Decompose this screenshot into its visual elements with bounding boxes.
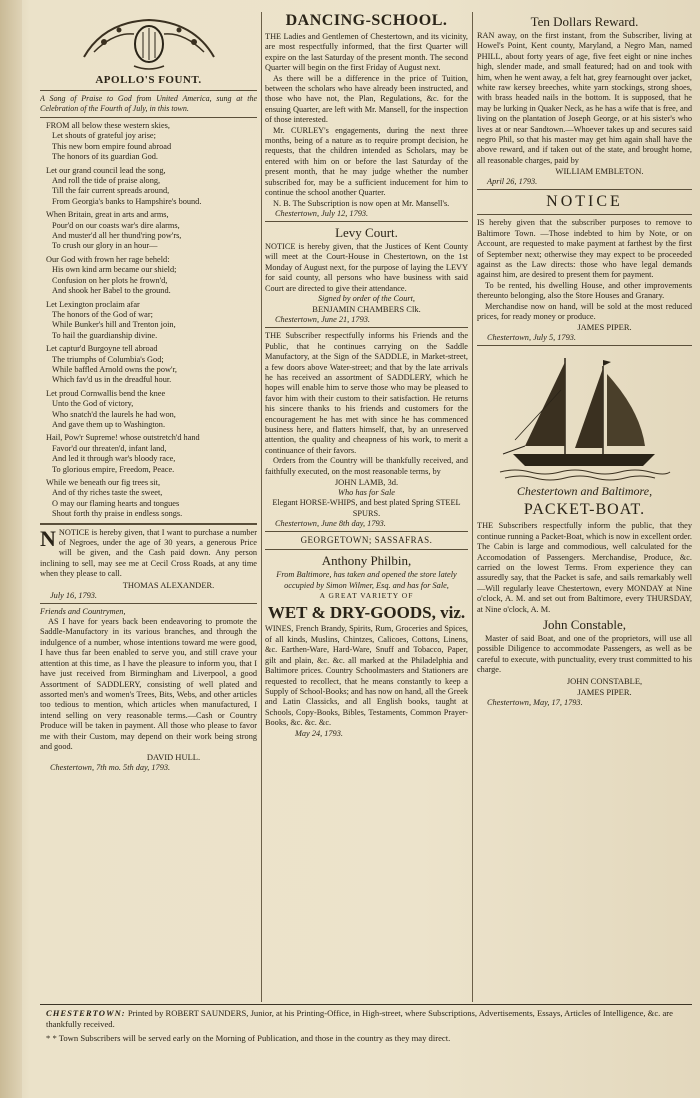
poem-line: And led it through war's bloody race, [52,454,176,464]
divider [40,603,257,604]
poem-line: Who snatch'd the laurels he had won, [52,409,176,419]
divider [265,327,468,328]
levy-court-body: NOTICE is hereby given, that the Justices of Kent County will meet at the Court-House in Chestertown, on the 1st Monday of August next, for the purpose of laying the LEVY for said county, all persons who have business with said Court are directed to give their attendance. [265,241,468,293]
levy-court-order: Signed by order of the Court, [318,293,415,303]
page-binding-edge [0,0,22,1098]
poem-line: Let captur'd Burgoyne tell abroad [46,344,158,354]
sailing-ship-icon [495,350,675,482]
divider [477,214,692,215]
georgetown-heading: GEORGETOWN; SASSAFRAS. [300,535,433,546]
column-middle [265,12,468,1012]
poem-line: From Georgia's banks to Hampshire's bound. [52,196,202,206]
poem-line: And roll the tide of praise along, [52,176,161,186]
packet-master-name: John Constable, [542,617,627,632]
poem-line: The honors of the God of war; [52,309,153,319]
packet-title-line1: Chestertown and Baltimore, [516,484,653,499]
column-rule [261,12,262,1002]
reward-body: RAN away, on the first instant, from the Subscriber, living at Howel's Point, Kent county, Maryland, a Negro Man, named PHILL, about forty years of age, five feet eight or nine inches high, slender made, and small featured; had on and took with him, when he went away, a felt hat, grey fearnought over jacket, white raw kersey breeches, white yarn stockings, strong shoes, with brass headed nails in the bottom. It is supposed, that he may be lurking in Quaker Neck, as he has a wife that is free, and living on the plantation of Joseph George, or at his sister's who lives at or near Sandtown.—Whoever takes up and secures said negro Phil, so that his master may get him again shall have the above reward, and if taken out of the state, and brought home, all reasonable charges, paid by [477,31,692,165]
column-right [477,12,692,1012]
poem-line: O may our flaming hearts and tongues [52,498,180,508]
poem-line: Let our grand council lead the song, [46,165,166,175]
divider [265,549,468,550]
dancing-school-nb: N. B. The Subscription is now open at Mr. Mansell's. [273,198,450,208]
poem-line: And gave them up to Washington. [52,419,166,429]
lyre-ornament-icon [74,12,224,72]
lamb-for-sale: Who has for Sale [338,488,395,498]
poem-line: The triumphs of Columbia's God; [52,354,164,364]
piper-notice-body: IS hereby given that the subscriber purposes to remove to Baltimore Town. —Those indebted to him by Note, or on Account, are requested to make payment at farthest by the first of September next; otherwise they may expect to be proceeded against as the Law directs: those who have legal demands against him, are desired to present them for payment. [477,218,692,280]
lamb-signature: JOHN LAMB, 3d. [334,477,399,488]
dancing-school-body-1: THE Ladies and Gentlemen of Chestertown, and its vicinity, are most respectfully informed, that the first Quarter will expire on the last Saturday of the present month. The second Quarter will begin on the first Friday of August next. [265,32,468,73]
dancing-school-date: Chestertown, July 12, 1793. [275,208,369,218]
imprint-line-2: * * Town Subscribers will be served early on the Morning of Publication, and those in the country as they may direct. [46,1033,451,1043]
notice-alexander-body: NNOTICE is hereby given, that I want to purchase a number of Negroes, under the age of 30 years, a generous Price will be given, and the Cash paid down. Any person inclining to sell, may see me at Cecil Cross Roads, at any time when they please to call. [40,525,257,579]
divider [477,345,692,346]
levy-court-date: Chestertown, June 21, 1793. [275,315,370,325]
divider [477,189,692,190]
dancing-school-body-2: As there will be a difference in the price of Tuition, between the scholars who have already been instructed, and those who have not, the Plan, Regulations, &c. for the ensuing Quarter, are left with Mr. Mansell, for the inspection of those interested. [265,73,468,125]
philbin-date: May 24, 1793. [295,728,343,738]
lamb-date: Chestertown, June 8th day, 1793. [275,519,386,529]
imprint-line-1: CHESTERTOWN: Printed by ROBERT SAUNDERS, Junior, at his Printing-Office, in High-street, where Subscriptions, Advertisements, Essays, Articles of Intelligence, &c. are thankfully received. [46,1008,673,1029]
notice-alexander-signature: THOMAS ALEXANDER. [122,579,215,590]
hull-date: Chestertown, 7th mo. 5th day, 1793. [50,763,171,773]
piper-notice-signature: JAMES PIPER. [577,322,632,333]
notice-alexander-date: July 16, 1793. [50,590,98,600]
poem-line: The honors of its guardian God. [52,152,158,162]
divider [265,221,468,222]
poem-body [40,121,257,520]
hull-body: AS I have for years back been endeavoring to promote the Saddle-Manufactory in its various branches, and through the indulgence of a number, whose intentions toward me were good, I have thus far been enabled to serve you, and still crave your attention at this time, as I have the pleasure to inform you, that I have just received from Birmingham and Liverpool, a good Assortment of SADDLERY, consisting of well plated and assorted men's and women's Trees, Bits, Webs, and other articles too tedious to mention, which articles when manufactured, I intend selling on very reasonable terms.—Cash or Country Produce will be taken in payment. All those who please to favor me with their Custom, may depend on their work being strong and good. [40,617,257,751]
levy-court-signature: BENJAMIN CHAMBERS Clk. [312,304,421,315]
poem-line: Favor'd our threaten'd, infant land, [52,443,167,453]
poem-line: While we beneath our fig trees sit, [46,478,161,487]
poem-line: Hail, Pow'r Supreme! whose outstretch'd hand [46,433,200,443]
philbin-from: From Baltimore, has taken and opened the store lately occupied by Simon Wilmer, Esq. and has for Sale, [276,570,457,590]
packet-title-line2: PACKET-BOAT. [523,501,646,519]
poem-line: Let shouts of grateful joy arise; [52,131,156,141]
poem-line: And of thy riches taste the sweet, [52,488,163,498]
poem-line: While Bunker's hill and Trenton join, [52,320,176,330]
divider [40,90,257,91]
levy-court-title: Levy Court. [335,224,398,240]
poem-line: Our God with frown her rage beheld: [46,254,170,264]
poem-line: Let Lexington proclaim afar [46,299,140,309]
poem-line: Till the fair current spreads around, [52,186,170,196]
packet-signature-2: JAMES PIPER. [577,686,632,697]
dancing-school-title: DANCING-SCHOOL. [285,12,448,29]
poem-line: Which fav'd us in the dreadful hour. [52,375,172,385]
poem-line: And shook her Babel to the ground. [52,286,171,296]
hull-signature: DAVID HULL. [146,752,201,763]
philbin-variety: A GREAT VARIETY OF [319,591,414,601]
divider [40,523,257,525]
poem-line: To crush our glory in an hour— [52,241,158,251]
philbin-name: Anthony Philbin, [321,553,412,569]
poem-line: FROM all below these western skies, [46,121,170,130]
reward-signature: WILLIAM EMBLETON. [555,166,644,177]
poem-line: Unto the God of victory, [52,399,134,409]
poem-line: To hail the guardianship divine. [52,330,158,340]
poem-line: Pour'd on our coasts war's dire alarms, [52,220,180,230]
piper-notice-body-2: To be rented, his dwelling House, and other improvements thereunto belonging, also the Store Houses and Granary. [477,280,692,301]
divider [40,117,257,118]
hull-salutation: Friends and Countrymen, [40,606,126,616]
poem-subtitle: A Song of Praise to God from United America, sung at the Celebration of the Fourth of July, in this town. [40,94,257,113]
piper-notice-date: Chestertown, July 5, 1793. [487,333,576,343]
poem-line: When Britain, great in arts and arms, [46,210,169,220]
packet-body: THE Subscribers respectfully inform the public, that they continue running a Packet-Boat, which is now in excellent order. The Cabin is large and commodious, well calculated for the Accomodation of Passengers. Merchandise, Produce, &c. carried on the lowest Terms. From experience they can assuredly say, that the Packet is safe, and sails remarkably well—Will regularly leave Chestertown, every MONDAY at Nine o'clock, A. M. and set out from Baltimore, every THURSDAY, at Nine o'clock, A. M. [477,521,692,614]
poem-title: APOLLO'S FOUNT. [95,74,202,86]
poem-line: To glorious empire, Freedom, Peace. [52,464,175,474]
reward-title: Ten Dollars Reward. [530,14,639,29]
philbin-body: WINES, French Brandy, Spirits, Rum, Groceries and Spices, of all kinds, Muslins, Chintzes, Calicoes, Cottons, Linens, &c. Earthen-Ware, Hard-Ware, Snuff and Tobacco, Paper, gilt and plain, &c. &c. all marked at the Philadelphia and Baltimore prices. Country Schoolmasters and Stationers are requested to recollect, that he means constantly to keep a Supply of School-Books; and has now on hand, all the Greek and Latin Classicks, and all English books, taught at Schools, Copy-Books, Bibles, Testaments, Common Prayer-Books, &c. &c. &c. [265,624,468,728]
poem-line: Confusion on her plots he frown'd, [52,275,168,285]
imprint-town: CHESTERTOWN: [46,1008,126,1018]
poem-line: His own kind arm became our shield; [52,265,177,275]
column-rule [472,12,473,1002]
poem-line: Shout forth thy praise in endless songs. [52,509,183,519]
dancing-school-body-3: Mr. CURLEY's engagements, during the next three months, being of a nature as to require prompt decision, he requests, that the children intended as Scholars, may be entered with him on or before the last Saturday of the present month, that he may judge whether the number subscribed for, may be a sufficient inducement for him to continue the school another Quarter. [265,125,468,198]
wet-dry-goods-heading: WET & DRY-GOODS, viz. [267,603,466,623]
lamb-body-2: Orders from the Country will be thankfully received, and faithfully executed, on the most reasonable terms, by [265,456,468,476]
lamb-items: Elegant HORSE-WHIPS, and best plated Spring STEEL SPURS. [272,498,461,518]
piper-notice-body-3: Merchandise now on hand, will be sold at the most reduced prices, for ready money or produce. [477,301,692,321]
packet-date: Chestertown, May, 17, 1793. [487,697,583,707]
packet-signature-1: JOHN CONSTABLE, [566,675,643,686]
divider [265,531,468,532]
poem-line: This new born empire found abroad [52,141,172,151]
reward-date: April 26, 1793. [487,177,538,187]
poem-line: While baffled Arnold owns the pow'r, [52,364,177,374]
notice-title: NOTICE [546,193,623,211]
imprint-footer [40,1004,692,1053]
column-left [40,12,257,1012]
poem-line: And muster'd all her thund'ring pow'rs, [52,231,182,241]
packet-body-2: Master of said Boat, and one of the proprietors, will use all possible Diligence to accommodate Passengers, as well as be careful to execute, with punctuality, every trust committed to his charge. [477,634,692,675]
poem-line: Let proud Cornwallis bend the knee [46,388,166,398]
lamb-body: THE Subscriber respectfully informs his Friends and the Public, that he continues carrying on the Saddle Manufactory, at the Sign of the SADDLE, in Market-street, a few doors above Water-street; and that by the late arrivals he has received an assortment of SADDLERY, which he hopes will enable him to serve those who may be pleased to favor him with their custom to their satisfaction. He returns his sincere thanks to his friends and customers for the encouragement he has met with since he has commenced business here, and flatters himself, that, by an unreserved attention, the quality and cheapness of his work, to merit a continuance of their favors. [265,331,468,455]
